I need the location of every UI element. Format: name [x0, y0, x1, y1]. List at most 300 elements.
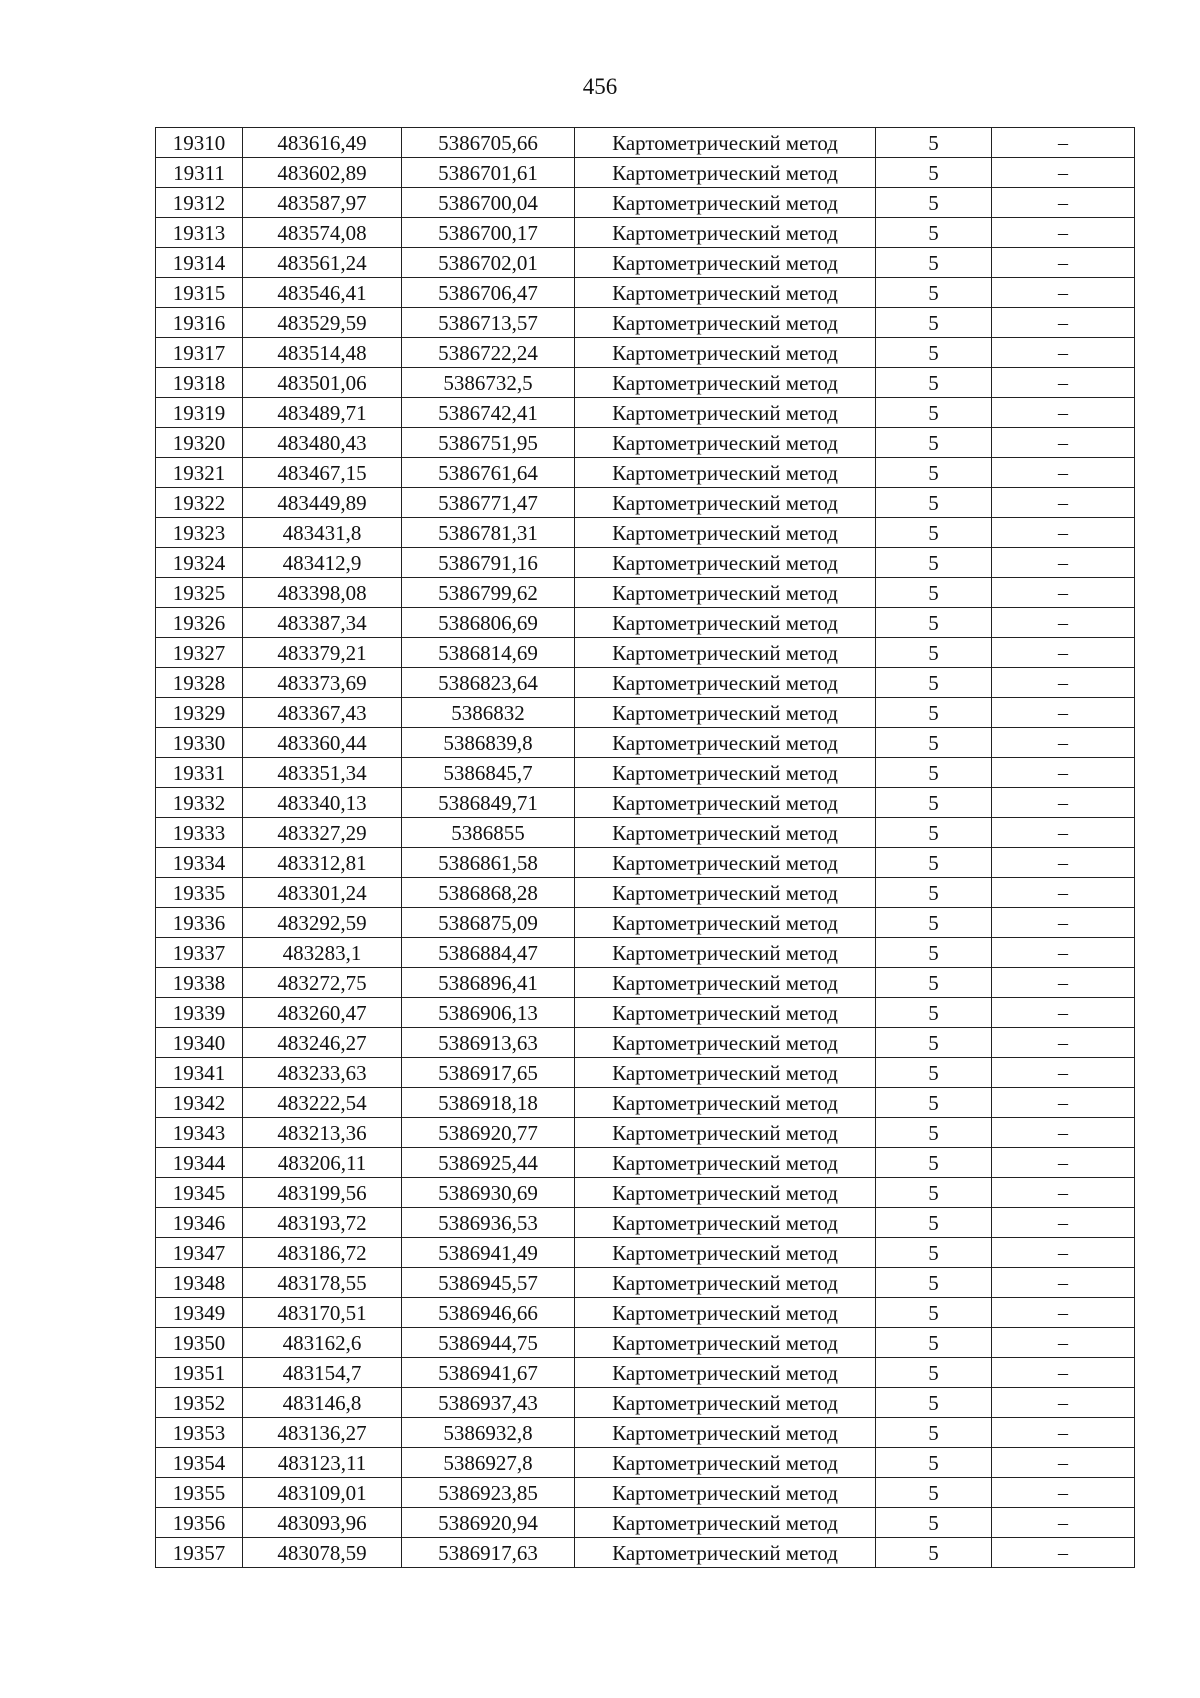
- x-coordinate-cell: 483398,08: [243, 578, 402, 608]
- y-coordinate-cell: 5386713,57: [402, 308, 575, 338]
- y-coordinate-cell: 5386913,63: [402, 1028, 575, 1058]
- table-row: [156, 248, 1135, 278]
- method-cell: Картометрический метод: [575, 248, 876, 278]
- point-number-cell: 19339: [156, 998, 243, 1028]
- note-cell: –: [992, 308, 1135, 338]
- method-cell: Картометрический метод: [575, 1508, 876, 1538]
- note-cell: –: [992, 1058, 1135, 1088]
- point-number-cell: 19316: [156, 308, 243, 338]
- y-coordinate-cell: 5386761,64: [402, 458, 575, 488]
- y-coordinate-cell: 5386932,8: [402, 1418, 575, 1448]
- method-cell: Картометрический метод: [575, 1028, 876, 1058]
- accuracy-cell: 5: [876, 548, 992, 578]
- table-row: [156, 758, 1135, 788]
- method-cell: Картометрический метод: [575, 998, 876, 1028]
- method-cell: Картометрический метод: [575, 1388, 876, 1418]
- x-coordinate-cell: 483574,08: [243, 218, 402, 248]
- y-coordinate-cell: 5386927,8: [402, 1448, 575, 1478]
- accuracy-cell: 5: [876, 1508, 992, 1538]
- accuracy-cell: 5: [876, 1388, 992, 1418]
- note-cell: –: [992, 758, 1135, 788]
- table-row: [156, 1148, 1135, 1178]
- point-number-cell: 19356: [156, 1508, 243, 1538]
- y-coordinate-cell: 5386722,24: [402, 338, 575, 368]
- method-cell: Картометрический метод: [575, 368, 876, 398]
- x-coordinate-cell: 483587,97: [243, 188, 402, 218]
- method-cell: Картометрический метод: [575, 1118, 876, 1148]
- table-row: [156, 1088, 1135, 1118]
- accuracy-cell: 5: [876, 158, 992, 188]
- method-cell: Картометрический метод: [575, 668, 876, 698]
- note-cell: –: [992, 788, 1135, 818]
- y-coordinate-cell: 5386832: [402, 698, 575, 728]
- note-cell: –: [992, 1208, 1135, 1238]
- accuracy-cell: 5: [876, 1448, 992, 1478]
- method-cell: Картометрический метод: [575, 1238, 876, 1268]
- point-number-cell: 19331: [156, 758, 243, 788]
- accuracy-cell: 5: [876, 968, 992, 998]
- note-cell: –: [992, 128, 1135, 158]
- accuracy-cell: 5: [876, 428, 992, 458]
- table-row: [156, 188, 1135, 218]
- table-row: [156, 218, 1135, 248]
- table-row: [156, 1268, 1135, 1298]
- note-cell: –: [992, 488, 1135, 518]
- y-coordinate-cell: 5386799,62: [402, 578, 575, 608]
- y-coordinate-cell: 5386923,85: [402, 1478, 575, 1508]
- table-row: [156, 488, 1135, 518]
- point-number-cell: 19321: [156, 458, 243, 488]
- x-coordinate-cell: 483154,7: [243, 1358, 402, 1388]
- method-cell: Картометрический метод: [575, 488, 876, 518]
- method-cell: Картометрический метод: [575, 218, 876, 248]
- x-coordinate-cell: 483193,72: [243, 1208, 402, 1238]
- table-row: [156, 728, 1135, 758]
- y-coordinate-cell: 5386771,47: [402, 488, 575, 518]
- note-cell: –: [992, 668, 1135, 698]
- x-coordinate-cell: 483327,29: [243, 818, 402, 848]
- accuracy-cell: 5: [876, 1028, 992, 1058]
- accuracy-cell: 5: [876, 488, 992, 518]
- method-cell: Картометрический метод: [575, 428, 876, 458]
- method-cell: Картометрический метод: [575, 758, 876, 788]
- point-number-cell: 19318: [156, 368, 243, 398]
- method-cell: Картометрический метод: [575, 968, 876, 998]
- note-cell: –: [992, 998, 1135, 1028]
- page-number: 456: [582, 74, 618, 99]
- method-cell: Картометрический метод: [575, 1298, 876, 1328]
- accuracy-cell: 5: [876, 758, 992, 788]
- note-cell: –: [992, 728, 1135, 758]
- method-cell: Картометрический метод: [575, 698, 876, 728]
- method-cell: Картометрический метод: [575, 1448, 876, 1478]
- table-row: [156, 1238, 1135, 1268]
- table-row: [156, 638, 1135, 668]
- y-coordinate-cell: 5386700,04: [402, 188, 575, 218]
- note-cell: –: [992, 1118, 1135, 1148]
- method-cell: Картометрический метод: [575, 728, 876, 758]
- accuracy-cell: 5: [876, 308, 992, 338]
- table-row: [156, 1178, 1135, 1208]
- point-number-cell: 19335: [156, 878, 243, 908]
- method-cell: Картометрический метод: [575, 128, 876, 158]
- point-number-cell: 19341: [156, 1058, 243, 1088]
- point-number-cell: 19313: [156, 218, 243, 248]
- table-row: [156, 698, 1135, 728]
- y-coordinate-cell: 5386941,67: [402, 1358, 575, 1388]
- y-coordinate-cell: 5386839,8: [402, 728, 575, 758]
- x-coordinate-cell: 483301,24: [243, 878, 402, 908]
- accuracy-cell: 5: [876, 1538, 992, 1568]
- y-coordinate-cell: 5386917,65: [402, 1058, 575, 1088]
- accuracy-cell: 5: [876, 368, 992, 398]
- accuracy-cell: 5: [876, 398, 992, 428]
- point-number-cell: 19346: [156, 1208, 243, 1238]
- method-cell: Картометрический метод: [575, 1178, 876, 1208]
- point-number-cell: 19320: [156, 428, 243, 458]
- accuracy-cell: 5: [876, 608, 992, 638]
- point-number-cell: 19342: [156, 1088, 243, 1118]
- note-cell: –: [992, 1418, 1135, 1448]
- x-coordinate-cell: 483246,27: [243, 1028, 402, 1058]
- point-number-cell: 19350: [156, 1328, 243, 1358]
- y-coordinate-cell: 5386930,69: [402, 1178, 575, 1208]
- point-number-cell: 19323: [156, 518, 243, 548]
- note-cell: –: [992, 1028, 1135, 1058]
- accuracy-cell: 5: [876, 1208, 992, 1238]
- x-coordinate-cell: 483292,59: [243, 908, 402, 938]
- x-coordinate-cell: 483340,13: [243, 788, 402, 818]
- accuracy-cell: 5: [876, 1178, 992, 1208]
- x-coordinate-cell: 483260,47: [243, 998, 402, 1028]
- accuracy-cell: 5: [876, 1478, 992, 1508]
- accuracy-cell: 5: [876, 578, 992, 608]
- x-coordinate-cell: 483360,44: [243, 728, 402, 758]
- method-cell: Картометрический метод: [575, 578, 876, 608]
- accuracy-cell: 5: [876, 818, 992, 848]
- point-number-cell: 19348: [156, 1268, 243, 1298]
- x-coordinate-cell: 483206,11: [243, 1148, 402, 1178]
- accuracy-cell: 5: [876, 1088, 992, 1118]
- accuracy-cell: 5: [876, 1358, 992, 1388]
- y-coordinate-cell: 5386855: [402, 818, 575, 848]
- x-coordinate-cell: 483561,24: [243, 248, 402, 278]
- table-row: [156, 818, 1135, 848]
- method-cell: Картометрический метод: [575, 818, 876, 848]
- y-coordinate-cell: 5386823,64: [402, 668, 575, 698]
- point-number-cell: 19315: [156, 278, 243, 308]
- y-coordinate-cell: 5386845,7: [402, 758, 575, 788]
- point-number-cell: 19347: [156, 1238, 243, 1268]
- y-coordinate-cell: 5386896,41: [402, 968, 575, 998]
- x-coordinate-cell: 483213,36: [243, 1118, 402, 1148]
- note-cell: –: [992, 698, 1135, 728]
- note-cell: –: [992, 638, 1135, 668]
- table-row: [156, 608, 1135, 638]
- method-cell: Картометрический метод: [575, 158, 876, 188]
- accuracy-cell: 5: [876, 278, 992, 308]
- point-number-cell: 19355: [156, 1478, 243, 1508]
- note-cell: –: [992, 1508, 1135, 1538]
- x-coordinate-cell: 483170,51: [243, 1298, 402, 1328]
- note-cell: –: [992, 1298, 1135, 1328]
- x-coordinate-cell: 483078,59: [243, 1538, 402, 1568]
- table-row: [156, 1328, 1135, 1358]
- note-cell: –: [992, 608, 1135, 638]
- method-cell: Картометрический метод: [575, 878, 876, 908]
- x-coordinate-cell: 483546,41: [243, 278, 402, 308]
- note-cell: –: [992, 458, 1135, 488]
- point-number-cell: 19333: [156, 818, 243, 848]
- table-row: [156, 908, 1135, 938]
- table-row: [156, 368, 1135, 398]
- table-row: [156, 878, 1135, 908]
- note-cell: –: [992, 938, 1135, 968]
- point-number-cell: 19344: [156, 1148, 243, 1178]
- table-body: [156, 128, 1135, 1568]
- point-number-cell: 19314: [156, 248, 243, 278]
- point-number-cell: 19334: [156, 848, 243, 878]
- point-number-cell: 19326: [156, 608, 243, 638]
- point-number-cell: 19349: [156, 1298, 243, 1328]
- point-number-cell: 19311: [156, 158, 243, 188]
- method-cell: Картометрический метод: [575, 1088, 876, 1118]
- note-cell: –: [992, 1268, 1135, 1298]
- accuracy-cell: 5: [876, 668, 992, 698]
- y-coordinate-cell: 5386705,66: [402, 128, 575, 158]
- note-cell: –: [992, 548, 1135, 578]
- note-cell: –: [992, 158, 1135, 188]
- table-row: [156, 278, 1135, 308]
- x-coordinate-cell: 483412,9: [243, 548, 402, 578]
- point-number-cell: 19351: [156, 1358, 243, 1388]
- point-number-cell: 19319: [156, 398, 243, 428]
- table-row: [156, 398, 1135, 428]
- note-cell: –: [992, 248, 1135, 278]
- y-coordinate-cell: 5386861,58: [402, 848, 575, 878]
- x-coordinate-cell: 483093,96: [243, 1508, 402, 1538]
- note-cell: –: [992, 968, 1135, 998]
- point-number-cell: 19324: [156, 548, 243, 578]
- method-cell: Картометрический метод: [575, 1148, 876, 1178]
- accuracy-cell: 5: [876, 788, 992, 818]
- note-cell: –: [992, 1448, 1135, 1478]
- note-cell: –: [992, 368, 1135, 398]
- y-coordinate-cell: 5386791,16: [402, 548, 575, 578]
- x-coordinate-cell: 483312,81: [243, 848, 402, 878]
- method-cell: Картометрический метод: [575, 1268, 876, 1298]
- note-cell: –: [992, 578, 1135, 608]
- note-cell: –: [992, 1388, 1135, 1418]
- table-row: [156, 848, 1135, 878]
- point-number-cell: 19336: [156, 908, 243, 938]
- y-coordinate-cell: 5386918,18: [402, 1088, 575, 1118]
- x-coordinate-cell: 483351,34: [243, 758, 402, 788]
- x-coordinate-cell: 483449,89: [243, 488, 402, 518]
- x-coordinate-cell: 483489,71: [243, 398, 402, 428]
- point-number-cell: 19354: [156, 1448, 243, 1478]
- note-cell: –: [992, 338, 1135, 368]
- point-number-cell: 19330: [156, 728, 243, 758]
- note-cell: –: [992, 908, 1135, 938]
- accuracy-cell: 5: [876, 188, 992, 218]
- accuracy-cell: 5: [876, 938, 992, 968]
- y-coordinate-cell: 5386706,47: [402, 278, 575, 308]
- accuracy-cell: 5: [876, 248, 992, 278]
- x-coordinate-cell: 483387,34: [243, 608, 402, 638]
- note-cell: –: [992, 1538, 1135, 1568]
- method-cell: Картометрический метод: [575, 458, 876, 488]
- method-cell: Картометрический метод: [575, 1358, 876, 1388]
- note-cell: –: [992, 1088, 1135, 1118]
- method-cell: Картометрический метод: [575, 608, 876, 638]
- note-cell: –: [992, 278, 1135, 308]
- table-row: [156, 128, 1135, 158]
- note-cell: –: [992, 1178, 1135, 1208]
- point-number-cell: 19317: [156, 338, 243, 368]
- table-row: [156, 1208, 1135, 1238]
- coordinates-table: [155, 127, 1135, 1568]
- y-coordinate-cell: 5386925,44: [402, 1148, 575, 1178]
- accuracy-cell: 5: [876, 1148, 992, 1178]
- table-row: [156, 518, 1135, 548]
- table-row: [156, 458, 1135, 488]
- method-cell: Картометрический метод: [575, 788, 876, 818]
- y-coordinate-cell: 5386702,01: [402, 248, 575, 278]
- y-coordinate-cell: 5386944,75: [402, 1328, 575, 1358]
- accuracy-cell: 5: [876, 458, 992, 488]
- point-number-cell: 19345: [156, 1178, 243, 1208]
- x-coordinate-cell: 483480,43: [243, 428, 402, 458]
- point-number-cell: 19328: [156, 668, 243, 698]
- point-number-cell: 19337: [156, 938, 243, 968]
- note-cell: –: [992, 1478, 1135, 1508]
- y-coordinate-cell: 5386875,09: [402, 908, 575, 938]
- method-cell: Картометрический метод: [575, 1418, 876, 1448]
- accuracy-cell: 5: [876, 218, 992, 248]
- table-row: [156, 1118, 1135, 1148]
- x-coordinate-cell: 483602,89: [243, 158, 402, 188]
- accuracy-cell: 5: [876, 698, 992, 728]
- x-coordinate-cell: 483178,55: [243, 1268, 402, 1298]
- table-row: [156, 1508, 1135, 1538]
- y-coordinate-cell: 5386920,77: [402, 1118, 575, 1148]
- note-cell: –: [992, 518, 1135, 548]
- table-row: [156, 578, 1135, 608]
- y-coordinate-cell: 5386814,69: [402, 638, 575, 668]
- y-coordinate-cell: 5386946,66: [402, 1298, 575, 1328]
- y-coordinate-cell: 5386936,53: [402, 1208, 575, 1238]
- table-row: [156, 338, 1135, 368]
- note-cell: –: [992, 188, 1135, 218]
- accuracy-cell: 5: [876, 848, 992, 878]
- point-number-cell: 19343: [156, 1118, 243, 1148]
- accuracy-cell: 5: [876, 878, 992, 908]
- table-row: [156, 1058, 1135, 1088]
- accuracy-cell: 5: [876, 1118, 992, 1148]
- x-coordinate-cell: 483501,06: [243, 368, 402, 398]
- table-row: [156, 1028, 1135, 1058]
- y-coordinate-cell: 5386917,63: [402, 1538, 575, 1568]
- table-row: [156, 1358, 1135, 1388]
- note-cell: –: [992, 398, 1135, 428]
- x-coordinate-cell: 483162,6: [243, 1328, 402, 1358]
- y-coordinate-cell: 5386700,17: [402, 218, 575, 248]
- point-number-cell: 19312: [156, 188, 243, 218]
- method-cell: Картометрический метод: [575, 1208, 876, 1238]
- point-number-cell: 19325: [156, 578, 243, 608]
- accuracy-cell: 5: [876, 908, 992, 938]
- x-coordinate-cell: 483283,1: [243, 938, 402, 968]
- x-coordinate-cell: 483109,01: [243, 1478, 402, 1508]
- y-coordinate-cell: 5386868,28: [402, 878, 575, 908]
- method-cell: Картометрический метод: [575, 548, 876, 578]
- x-coordinate-cell: 483146,8: [243, 1388, 402, 1418]
- accuracy-cell: 5: [876, 338, 992, 368]
- x-coordinate-cell: 483431,8: [243, 518, 402, 548]
- accuracy-cell: 5: [876, 998, 992, 1028]
- table-row: [156, 1538, 1135, 1568]
- accuracy-cell: 5: [876, 1328, 992, 1358]
- table-row: [156, 1448, 1135, 1478]
- accuracy-cell: 5: [876, 1268, 992, 1298]
- point-number-cell: 19329: [156, 698, 243, 728]
- x-coordinate-cell: 483222,54: [243, 1088, 402, 1118]
- point-number-cell: 19322: [156, 488, 243, 518]
- table-row: [156, 428, 1135, 458]
- method-cell: Картометрический метод: [575, 1478, 876, 1508]
- x-coordinate-cell: 483373,69: [243, 668, 402, 698]
- point-number-cell: 19332: [156, 788, 243, 818]
- accuracy-cell: 5: [876, 1418, 992, 1448]
- method-cell: Картометрический метод: [575, 638, 876, 668]
- y-coordinate-cell: 5386751,95: [402, 428, 575, 458]
- accuracy-cell: 5: [876, 1058, 992, 1088]
- table-row: [156, 668, 1135, 698]
- accuracy-cell: 5: [876, 1298, 992, 1328]
- y-coordinate-cell: 5386941,49: [402, 1238, 575, 1268]
- method-cell: Картометрический метод: [575, 848, 876, 878]
- method-cell: Картометрический метод: [575, 398, 876, 428]
- point-number-cell: 19310: [156, 128, 243, 158]
- y-coordinate-cell: 5386732,5: [402, 368, 575, 398]
- x-coordinate-cell: 483136,27: [243, 1418, 402, 1448]
- y-coordinate-cell: 5386701,61: [402, 158, 575, 188]
- note-cell: –: [992, 428, 1135, 458]
- x-coordinate-cell: 483186,72: [243, 1238, 402, 1268]
- x-coordinate-cell: 483199,56: [243, 1178, 402, 1208]
- table-row: [156, 1298, 1135, 1328]
- method-cell: Картометрический метод: [575, 278, 876, 308]
- y-coordinate-cell: 5386781,31: [402, 518, 575, 548]
- y-coordinate-cell: 5386806,69: [402, 608, 575, 638]
- note-cell: –: [992, 1328, 1135, 1358]
- accuracy-cell: 5: [876, 518, 992, 548]
- accuracy-cell: 5: [876, 128, 992, 158]
- table-row: [156, 1478, 1135, 1508]
- point-number-cell: 19352: [156, 1388, 243, 1418]
- y-coordinate-cell: 5386906,13: [402, 998, 575, 1028]
- y-coordinate-cell: 5386937,43: [402, 1388, 575, 1418]
- point-number-cell: 19357: [156, 1538, 243, 1568]
- note-cell: –: [992, 818, 1135, 848]
- x-coordinate-cell: 483123,11: [243, 1448, 402, 1478]
- accuracy-cell: 5: [876, 638, 992, 668]
- y-coordinate-cell: 5386884,47: [402, 938, 575, 968]
- x-coordinate-cell: 483233,63: [243, 1058, 402, 1088]
- method-cell: Картометрический метод: [575, 1328, 876, 1358]
- table-row: [156, 548, 1135, 578]
